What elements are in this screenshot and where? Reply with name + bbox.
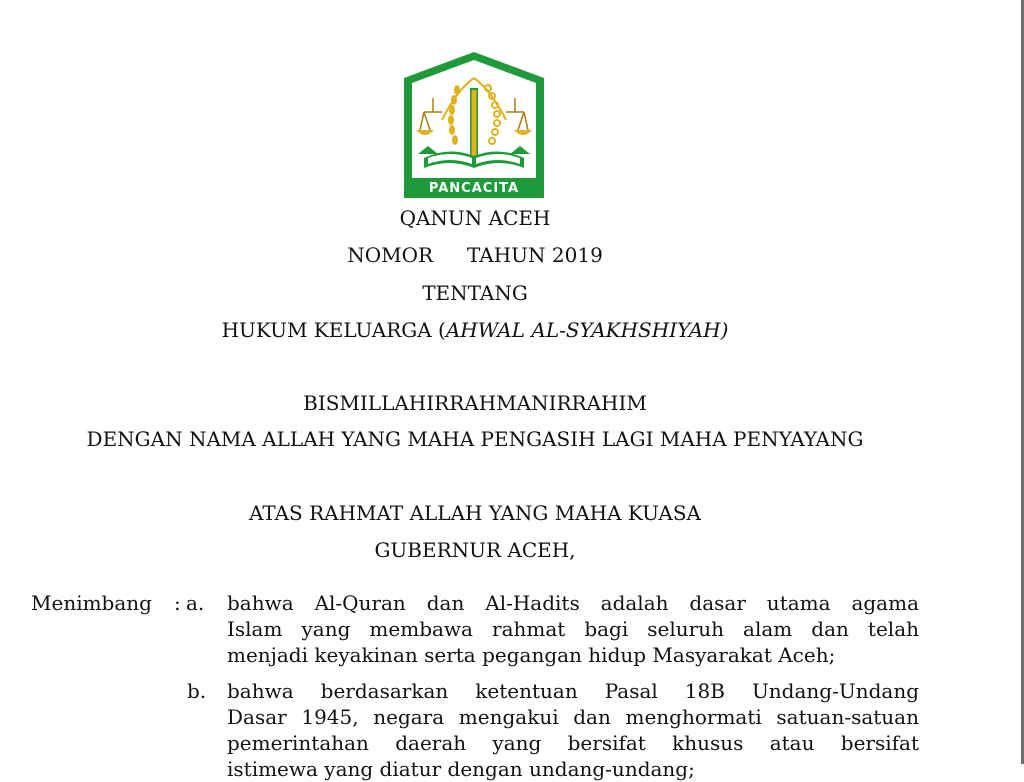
item-b-line-2: Dasar 1945, negara mengakui dan menghormati satuan-satuan — [227, 705, 919, 729]
dengan-nama-allah: DENGAN NAMA ALLAH YANG MAHA PENGASIH LAGI MAHA PENYAYANG — [86, 427, 864, 451]
consideration-item-b — [227, 678, 919, 782]
document-subject — [0, 318, 950, 342]
subject-prefix: HUKUM KELUARGA ( — [221, 318, 446, 342]
item-b-line-4: istimewa yang diatur dengan undang-undang; — [227, 757, 695, 781]
item-b-line-1: bahwa berdasarkan ketentuan Pasal 18B Undang-Undang — [227, 679, 919, 703]
document-title: QANUN ACEH — [399, 206, 551, 230]
item-b-marker: b. — [187, 679, 207, 703]
document-number — [0, 243, 950, 267]
item-a-marker: a. — [186, 591, 205, 615]
tentang-label: TENTANG — [422, 281, 528, 305]
menimbang-colon: : — [174, 591, 181, 615]
item-a-line-3: menjadi keyakinan serta pegangan hidup Masyarakat Aceh; — [227, 643, 836, 667]
emblem-banner-text: PANCACITA — [428, 181, 520, 196]
atas-rahmat: ATAS RAHMAT ALLAH YANG MAHA KUASA — [249, 501, 701, 525]
bismillah: BISMILLAHIRRAHMANIRRAHIM — [303, 391, 647, 415]
item-a-line-1: bahwa Al-Quran dan Al-Hadits adalah dasar utama agama — [227, 591, 919, 615]
tahun-label: TAHUN 2019 — [467, 243, 603, 267]
consideration-item-a — [227, 590, 919, 668]
subject-italic: AHWAL AL-SYAKHSHIYAH) — [445, 318, 729, 342]
item-b-line-3: pemerintahan daerah yang bersifat khusus atau bersifat — [227, 731, 919, 755]
nomor-label: NOMOR — [347, 243, 434, 267]
aceh-emblem — [402, 50, 546, 200]
menimbang-label: Menimbang — [31, 591, 152, 615]
item-a-line-2: Islam yang membawa rahmat bagi seluruh alam dan telah — [227, 617, 919, 641]
gubernur-aceh: GUBERNUR ACEH, — [374, 538, 576, 562]
